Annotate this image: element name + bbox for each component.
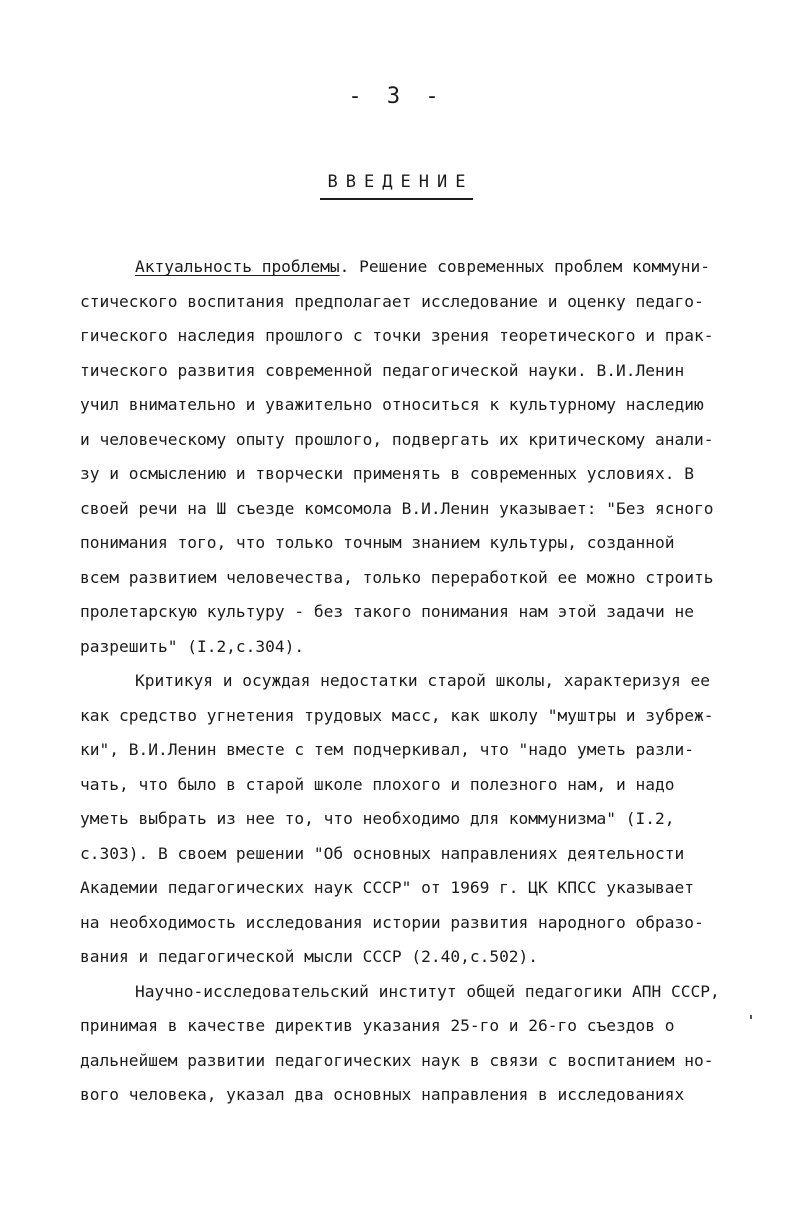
text-line: пролетарскую культуру - без такого понимания нам этой задачи не — [80, 602, 694, 621]
text-line: разрешить" (I.2,с.304). — [80, 636, 305, 656]
section-heading-text: ВВЕДЕНИЕ — [320, 172, 474, 200]
text-line: уметь выбрать из нее то, что необходимо для коммунизма" (I.2, — [80, 809, 675, 828]
text-line: понимания того, что только точным знанием культуры, созданной — [80, 533, 675, 552]
body-text — [80, 250, 765, 1113]
text-line: тического развития современной педагогической науки. В.И.Ленин — [80, 360, 685, 380]
text-line: ки", В.И.Ленин вместе с тем подчеркивал, что "надо уметь разли- — [80, 740, 694, 759]
text-line: принимая в качестве директив указания 25-го и 26-го съездов о — [80, 1016, 675, 1035]
page-number: - 3 - — [348, 84, 445, 109]
text-line: как средство угнетения трудовых масс, как школу "муштры и зубреж- — [80, 705, 714, 725]
text-line: Академии педагогических наук СССР" от 1969 г. ЦК КПСС указывает — [80, 878, 694, 897]
text-line: Критикуя и осуждая недостатки старой школы, характеризуя ее — [135, 671, 710, 690]
text-line: чать, что было в старой школе плохого и полезного нам, и надо — [80, 774, 675, 794]
text-line: с.303). В своем решении "Об основных направлениях деятельности — [80, 843, 685, 863]
text-line: на необходимость исследования истории развития народного образо- — [80, 912, 704, 932]
text-line: дальнейшем развитии педагогических наук в связи с воспитанием но- — [80, 1050, 714, 1070]
text-line: вого человека, указал два основных направления в исследованиях — [80, 1085, 685, 1104]
text-line: зу и осмыслению и творчески применять в современных условиях. В — [80, 464, 694, 483]
text-line — [80, 250, 765, 285]
text-line: стического воспитания предполагает исследование и оценку педаго- — [80, 291, 704, 311]
text-line: и человеческому опыту прошлого, подвергать их критическому анали- — [80, 429, 714, 449]
lead-rest: . Решение современных проблем коммуни- — [339, 257, 711, 276]
section-heading — [0, 172, 793, 200]
text-line: учил внимательно и уважительно относиться к культурному наследию — [80, 395, 704, 414]
text-line: своей речи на Ш съезде комсомола В.И.Ленин указывает: "Без ясного — [80, 498, 714, 518]
text-line: вания и педагогической мысли СССР (2.40,с.502). — [80, 947, 539, 966]
text-line: всем развитием человечества, только переработкой ее можно строить — [80, 567, 714, 587]
lead-underlined-phrase: Актуальность проблемы — [135, 257, 340, 276]
text-line: Научно-исследовательский институт общей педагогики АПН СССР, — [135, 981, 720, 1001]
text-line: гического наследия прошлого с точки зрения теоретического и прак- — [80, 326, 714, 345]
scan-speck — [750, 1015, 752, 1019]
